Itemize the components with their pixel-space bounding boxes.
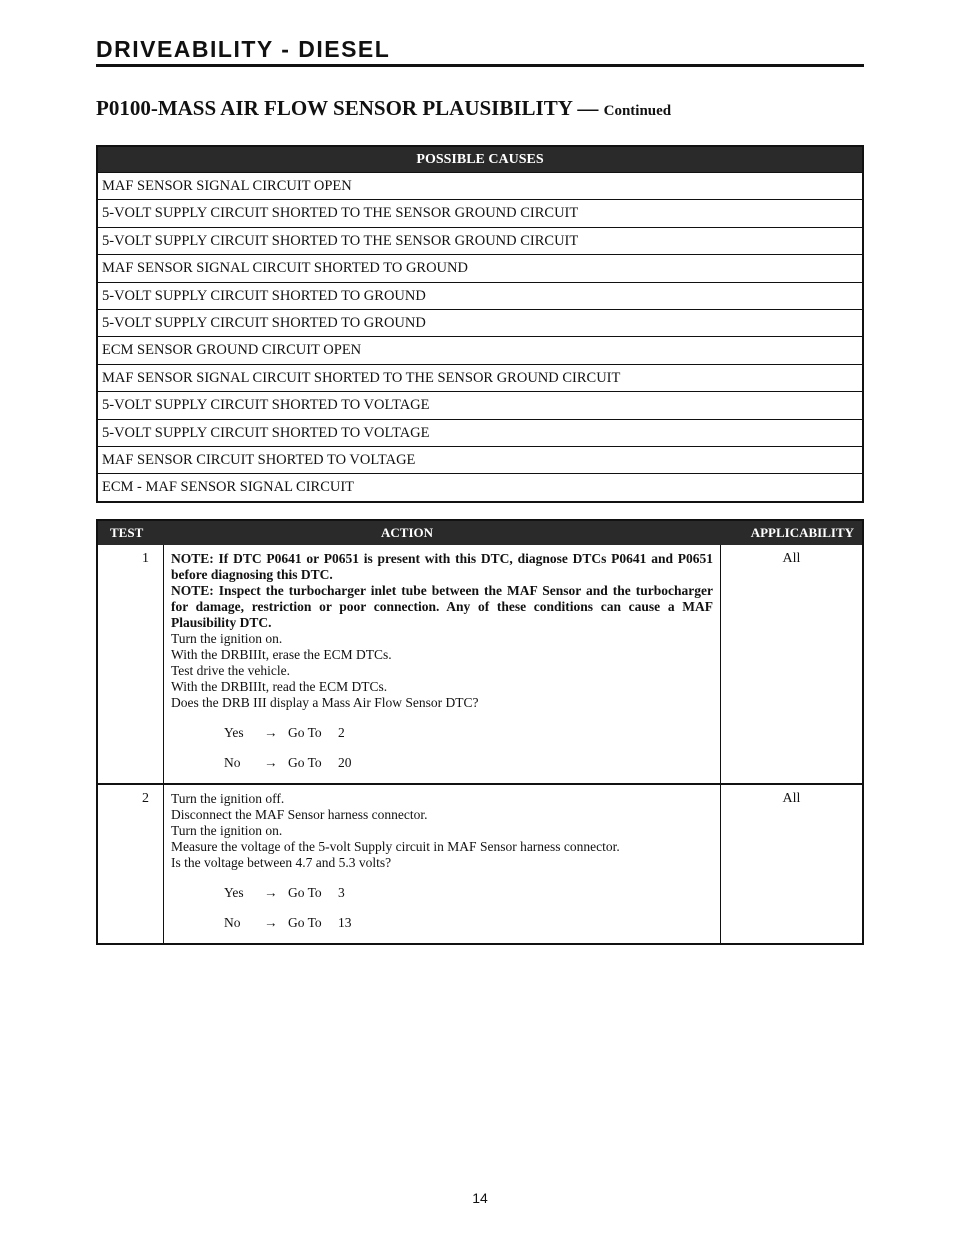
goto-text: Go To xyxy=(288,725,322,740)
goto-target: 20 xyxy=(338,755,352,770)
goto-text: Go To xyxy=(288,915,322,930)
column-action: ACTION xyxy=(381,525,434,540)
answer-yes xyxy=(171,725,713,741)
section-header xyxy=(96,36,864,67)
cause-row: MAF SENSOR SIGNAL CIRCUIT SHORTED TO GROUND xyxy=(98,254,862,281)
test-table xyxy=(96,519,864,945)
answer-yes xyxy=(171,885,713,901)
cause-row: 5-VOLT SUPPLY CIRCUIT SHORTED TO THE SENSOR GROUND CIRCUIT xyxy=(98,199,862,226)
page-number: 14 xyxy=(472,1190,488,1206)
goto-target: 13 xyxy=(338,915,352,930)
arrow-icon: → xyxy=(264,755,278,770)
arrow-icon: → xyxy=(264,725,278,740)
cause-row: MAF SENSOR CIRCUIT SHORTED TO VOLTAGE xyxy=(98,446,862,473)
test-number: 1 xyxy=(98,545,164,783)
test-applicability: All xyxy=(720,545,862,783)
answer-label: No xyxy=(224,755,241,770)
test-table-header xyxy=(98,521,862,545)
answer-no xyxy=(171,755,713,771)
test-row-2 xyxy=(98,783,862,943)
test-applicability: All xyxy=(720,785,862,943)
cause-row: ECM SENSOR GROUND CIRCUIT OPEN xyxy=(98,336,862,363)
possible-causes-table xyxy=(96,145,864,503)
title-continued: Continued xyxy=(603,103,672,119)
test-step: Turn the ignition on. xyxy=(171,823,283,838)
goto-target: 3 xyxy=(338,885,345,900)
page-title xyxy=(96,96,864,121)
answer-no xyxy=(171,915,713,931)
test-action xyxy=(165,785,719,943)
goto-text: Go To xyxy=(288,885,322,900)
cause-row: 5-VOLT SUPPLY CIRCUIT SHORTED TO GROUND xyxy=(98,282,862,309)
goto-text: Go To xyxy=(288,755,322,770)
test-step: With the DRBIIIt, read the ECM DTCs. xyxy=(171,679,388,694)
cause-row: MAF SENSOR SIGNAL CIRCUIT OPEN xyxy=(98,172,862,199)
test-step: Turn the ignition on. xyxy=(171,631,283,646)
arrow-icon: → xyxy=(264,885,278,900)
title-main: P0100-MASS AIR FLOW SENSOR PLAUSIBILITY — xyxy=(96,96,599,120)
test-question: Does the DRB III display a Mass Air Flow Sensor DTC? xyxy=(171,695,479,710)
column-test: TEST xyxy=(110,525,144,540)
test-step: Disconnect the MAF Sensor harness connector. xyxy=(171,807,428,822)
test-step: Test drive the vehicle. xyxy=(171,663,291,678)
test-step: Turn the ignition off. xyxy=(171,791,285,806)
answer-label: Yes xyxy=(224,885,244,900)
test-step: Measure the voltage of the 5-volt Supply circuit in MAF Sensor harness connector. xyxy=(171,839,620,854)
cause-row: ECM - MAF SENSOR SIGNAL CIRCUIT xyxy=(98,473,862,500)
possible-causes-heading: POSSIBLE CAUSES xyxy=(98,147,862,172)
answer-label: Yes xyxy=(224,725,244,740)
cause-row: 5-VOLT SUPPLY CIRCUIT SHORTED TO GROUND xyxy=(98,309,862,336)
cause-row: 5-VOLT SUPPLY CIRCUIT SHORTED TO VOLTAGE xyxy=(98,391,862,418)
test-question: Is the voltage between 4.7 and 5.3 volts? xyxy=(171,855,392,870)
test-note: NOTE: If DTC P0641 or P0651 is present with this DTC, diagnose DTCs P0641 and P0651 before diagnosing this DTC. xyxy=(171,551,713,582)
test-step: With the DRBIIIt, erase the ECM DTCs. xyxy=(171,647,392,662)
column-applicability: APPLICABILITY xyxy=(750,525,854,540)
section-title: DRIVEABILITY - DIESEL xyxy=(96,36,391,62)
answer-label: No xyxy=(224,915,241,930)
arrow-icon: → xyxy=(264,915,278,930)
goto-target: 2 xyxy=(338,725,345,740)
cause-row: MAF SENSOR SIGNAL CIRCUIT SHORTED TO THE SENSOR GROUND CIRCUIT xyxy=(98,364,862,391)
test-action xyxy=(165,545,719,783)
cause-row: 5-VOLT SUPPLY CIRCUIT SHORTED TO VOLTAGE xyxy=(98,419,862,446)
test-note: NOTE: Inspect the turbocharger inlet tube between the MAF Sensor and the turbocharger for damage, restriction or poor connection. Any of these conditions can cause a MAF Plausibility DTC. xyxy=(171,583,713,630)
test-row-1 xyxy=(98,545,862,783)
cause-row: 5-VOLT SUPPLY CIRCUIT SHORTED TO THE SENSOR GROUND CIRCUIT xyxy=(98,227,862,254)
test-number: 2 xyxy=(98,785,164,943)
